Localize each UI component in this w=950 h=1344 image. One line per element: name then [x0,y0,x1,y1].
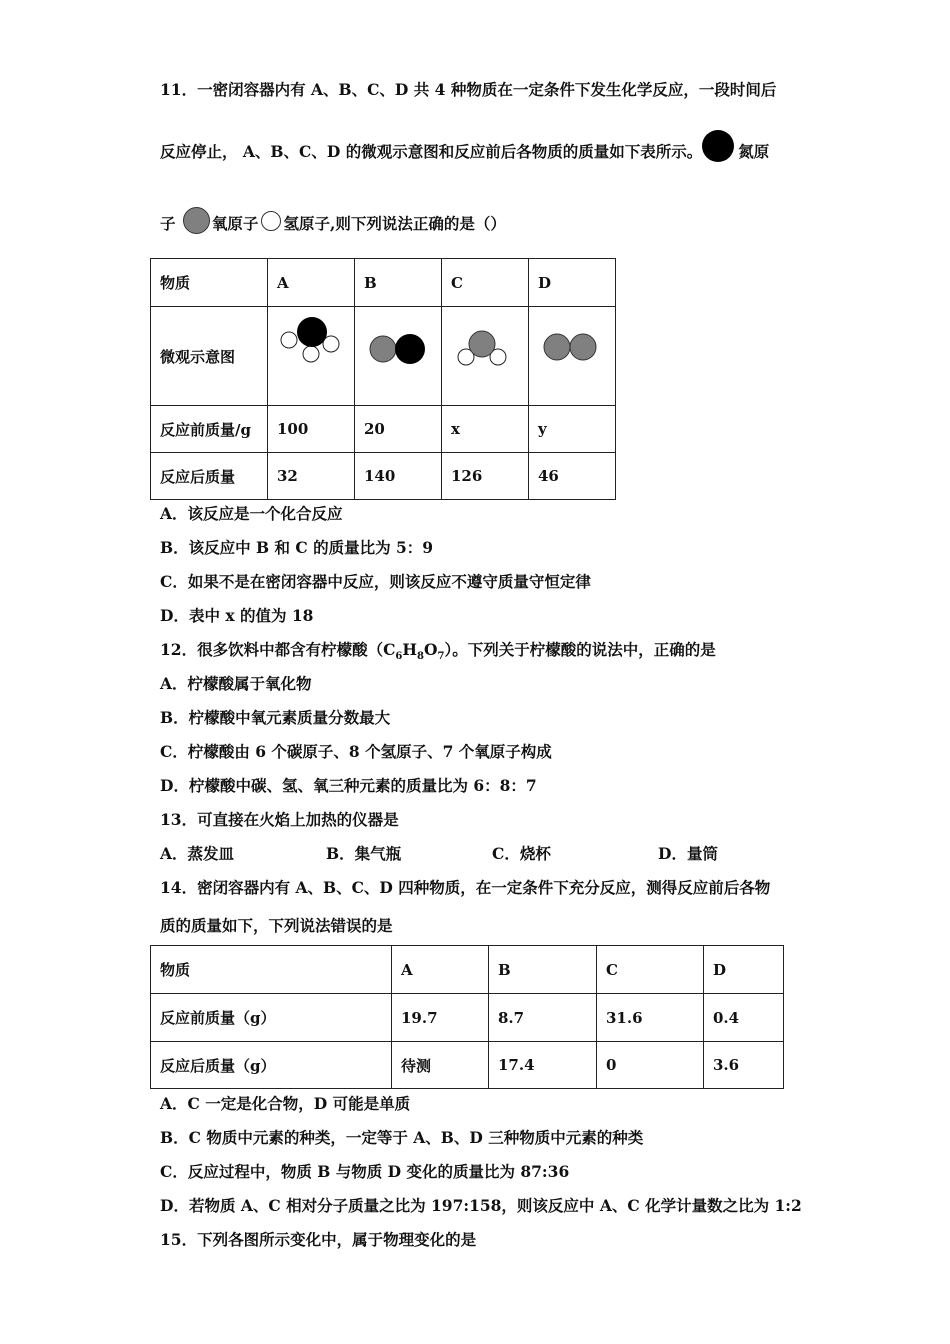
oxygen-atom-icon [183,207,210,234]
legend-oxygen-label: 氧原子 [211,214,259,233]
q14-before-d: 0.4 [704,994,784,1042]
molecule-b-icon [355,307,441,405]
molecule-c-icon [442,307,528,405]
q11-stem-line2-text: 反应停止， A、B、C、D 的微观示意图和反应前后各物质的质量如下表所示。 [160,142,703,161]
q11-before-label: 反应前质量/g [151,406,268,453]
q11-before-b: 20 [355,406,442,453]
q11-micro-b [355,307,442,406]
q14-th-d: D [704,946,784,994]
q11-option-c: C．如果不是在密闭容器中反应，则该反应不遵守质量守恒定律 [160,572,591,591]
q11-before-d: y [529,406,616,453]
q12-option-c: C．柠檬酸由 6 个碳原子、8 个氢原子、7 个氧原子构成 [160,742,552,761]
q12-sub-6: 6 [395,651,403,663]
q11-stem-line2 [160,140,769,162]
q14-option-c: C．反应过程中，物质 B 与物质 D 变化的质量比为 87:36 [160,1162,570,1181]
q14-stem-line2: 质的质量如下，下列说法错误的是 [160,916,393,935]
nitrogen-atom-icon [702,130,734,162]
q14-after-c: 0 [597,1042,704,1089]
q14-before-label: 反应前质量（g） [151,994,392,1042]
q11-before-a: 100 [268,406,355,453]
q14-th-c: C [597,946,704,994]
q14-th-b: B [489,946,597,994]
q11-micro-label: 微观示意图 [151,307,268,406]
q14-table [150,945,784,1089]
q11-th-b: B [355,259,442,307]
q15-stem: 15．下列各图所示变化中，属于物理变化的是 [160,1230,477,1249]
q11-after-b: 140 [355,453,442,500]
q14-after-b: 17.4 [489,1042,597,1089]
q11-option-d: D．表中 x 的值为 18 [160,606,314,625]
q12-option-b: B．柠檬酸中氧元素质量分数最大 [160,708,391,727]
q11-stem-line3 [160,212,506,234]
q11-th-a: A [268,259,355,307]
q12-sub-7: 7 [437,651,445,663]
q13-option-c: C．烧杯 [492,844,551,863]
q11-micro-d [529,307,616,406]
q14-after-label: 反应后质量（g） [151,1042,392,1089]
q14-th-substance: 物质 [151,946,392,994]
q12-stem [160,638,716,662]
q11-th-d: D [529,259,616,307]
q13-option-d: D．量筒 [658,844,718,863]
legend-nitrogen-label: 氮原 [738,142,770,161]
q14-before-b: 8.7 [489,994,597,1042]
q11-th-c: C [442,259,529,307]
q11-option-b: B．该反应中 B 和 C 的质量比为 5：9 [160,538,434,557]
q13-options [160,842,824,864]
q13-option-a: A．蒸发皿 [160,844,235,863]
q11-table [150,258,616,500]
q11-after-c: 126 [442,453,529,500]
q11-th-substance: 物质 [151,259,268,307]
q12-option-a: A．柠檬酸属于氧化物 [160,674,312,693]
q14-before-a: 19.7 [392,994,489,1042]
q14-before-c: 31.6 [597,994,704,1042]
q12-h: H [402,640,418,659]
q14-th-a: A [392,946,489,994]
q12-stem-post: ）。下列关于柠檬酸的说法中，正确的是 [444,640,716,659]
q14-after-a: 待测 [392,1042,489,1089]
hydrogen-atom-icon [261,211,281,231]
q12-sub-8: 8 [417,651,425,663]
legend-nitrogen-label-tail: 子 [160,214,176,233]
q11-before-c: x [442,406,529,453]
q12-stem-pre: 12．很多饮料中都含有柠檬酸（C [160,640,396,659]
q11-after-d: 46 [529,453,616,500]
q13-stem: 13．可直接在火焰上加热的仪器是 [160,810,399,829]
q11-after-label: 反应后质量 [151,453,268,500]
molecule-d-icon [529,307,615,405]
q13-option-b: B．集气瓶 [326,844,402,863]
q11-after-a: 32 [268,453,355,500]
q12-option-d: D．柠檬酸中碳、氢、氧三种元素的质量比为 6：8：7 [160,776,537,795]
q14-option-b: B．C 物质中元素的种类，一定等于 A、B、D 三种物质中元素的种类 [160,1128,644,1147]
molecule-a-icon [268,307,354,405]
q11-micro-a [268,307,355,406]
q14-option-a: A．C 一定是化合物，D 可能是单质 [160,1094,411,1113]
q14-option-d: D．若物质 A、C 相对分子质量之比为 197:158，则该反应中 A、C 化学计量数之比为 1:2 [160,1196,802,1215]
q14-after-d: 3.6 [704,1042,784,1089]
q11-stem-line1: 11．一密闭容器内有 A、B、C、D 共 4 种物质在一定条件下发生化学反应，一段时间后 [160,80,777,99]
q11-option-a: A．该反应是一个化合反应 [160,504,343,523]
legend-hydrogen-label: 氢原子,则下列说法正确的是（） [283,214,506,233]
q11-micro-c [442,307,529,406]
q12-o: O [424,640,438,659]
q14-stem-line1: 14．密闭容器内有 A、B、C、D 四种物质，在一定条件下充分反应，测得反应前后各物 [160,878,771,897]
